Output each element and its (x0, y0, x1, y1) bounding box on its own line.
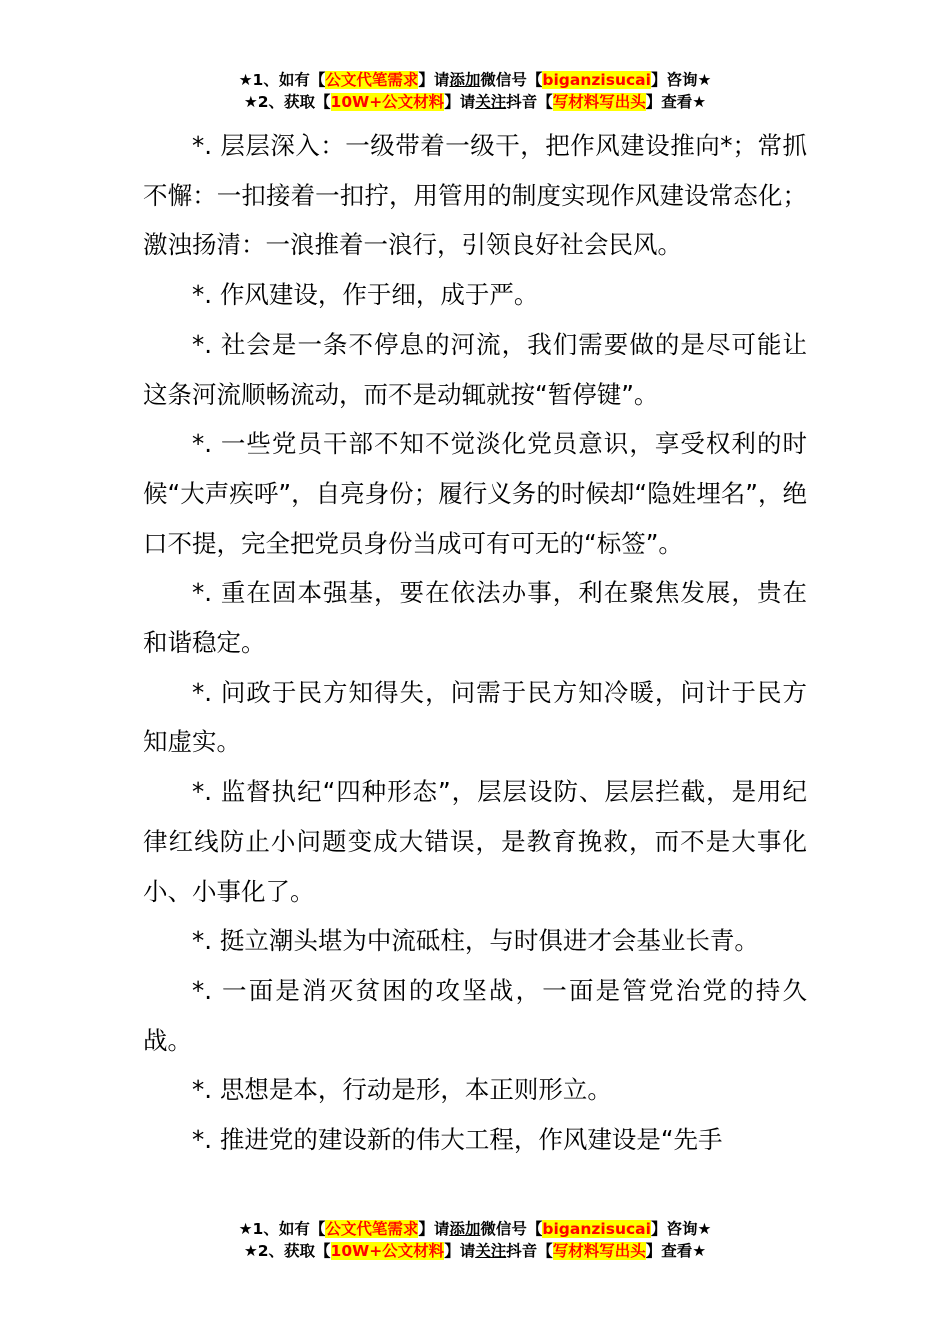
highlight-materials: 10W+公文材料 (330, 93, 445, 111)
highlight-douyin-account: 写材料写出头 (552, 93, 646, 111)
paragraph: *. 一些党员干部不知不觉淡化党员意识，享受权利的时候“大声疾呼”，自亮身份；履行义务的时候却“隐姓埋名”，绝口不提，完全把党员身份当成可有可无的“标签”。 (143, 429, 807, 558)
highlight-wechat-id: biganzisucai (542, 71, 651, 89)
highlight-materials: 10W+公文材料 (330, 1242, 445, 1260)
paragraph: *. 监督执纪“四种形态”，层层设防、层层拦截，是用纪律红线防止小问题变成大错误，是教育挽救，而不是大事化小、小事化了。 (143, 777, 807, 906)
banner-line-2: ★2、获取【10W+公文材料】请关注抖音【写材料写出头】查看★ (243, 1242, 707, 1260)
paragraph: *. 推进党的建设新的伟大工程，作风建设是“先手 (192, 1125, 723, 1155)
paragraph: *. 一面是消灭贫困的攻坚战，一面是管党治党的持久战。 (143, 975, 807, 1055)
highlight-service: 公文代笔需求 (325, 71, 419, 89)
paragraph: *. 思想是本，行动是形，本正则形立。 (192, 1075, 612, 1105)
paragraph: *. 问政于民方知得失，问需于民方知冷暖，问计于民方知虚实。 (143, 677, 807, 757)
banner-line-1: ★1、如有【公文代笔需求】请添加微信号【biganzisucai】咨询★ (238, 71, 712, 89)
document-body (143, 121, 807, 1165)
paragraph: *. 层层深入：一级带着一级干，把作风建设推向*；常抓不懈：一扣接着一扣拧，用管用的制度实现作风建设常态化；激浊扬清：一浪推着一浪行，引领良好社会民风。 (143, 131, 807, 260)
banner-line-1: ★1、如有【公文代笔需求】请添加微信号【biganzisucai】咨询★ (238, 1220, 712, 1238)
highlight-wechat-id: biganzisucai (542, 1220, 651, 1238)
banner-line-2: ★2、获取【10W+公文材料】请关注抖音【写材料写出头】查看★ (243, 93, 707, 111)
header-banner (0, 69, 950, 113)
highlight-douyin-account: 写材料写出头 (552, 1242, 646, 1260)
paragraph: *. 作风建设，作于细，成于严。 (192, 280, 539, 310)
paragraph: *. 重在固本强基，要在依法办事，利在聚焦发展，贵在和谐稳定。 (143, 578, 807, 658)
highlight-service: 公文代笔需求 (325, 1220, 419, 1238)
paragraph: *. 社会是一条不停息的河流，我们需要做的是尽可能让这条河流顺畅流动，而不是动辄就按“暂停键”。 (143, 329, 807, 409)
footer-banner (0, 1218, 950, 1262)
paragraph: *. 挺立潮头堪为中流砥柱，与时俱进才会基业长青。 (192, 926, 759, 956)
